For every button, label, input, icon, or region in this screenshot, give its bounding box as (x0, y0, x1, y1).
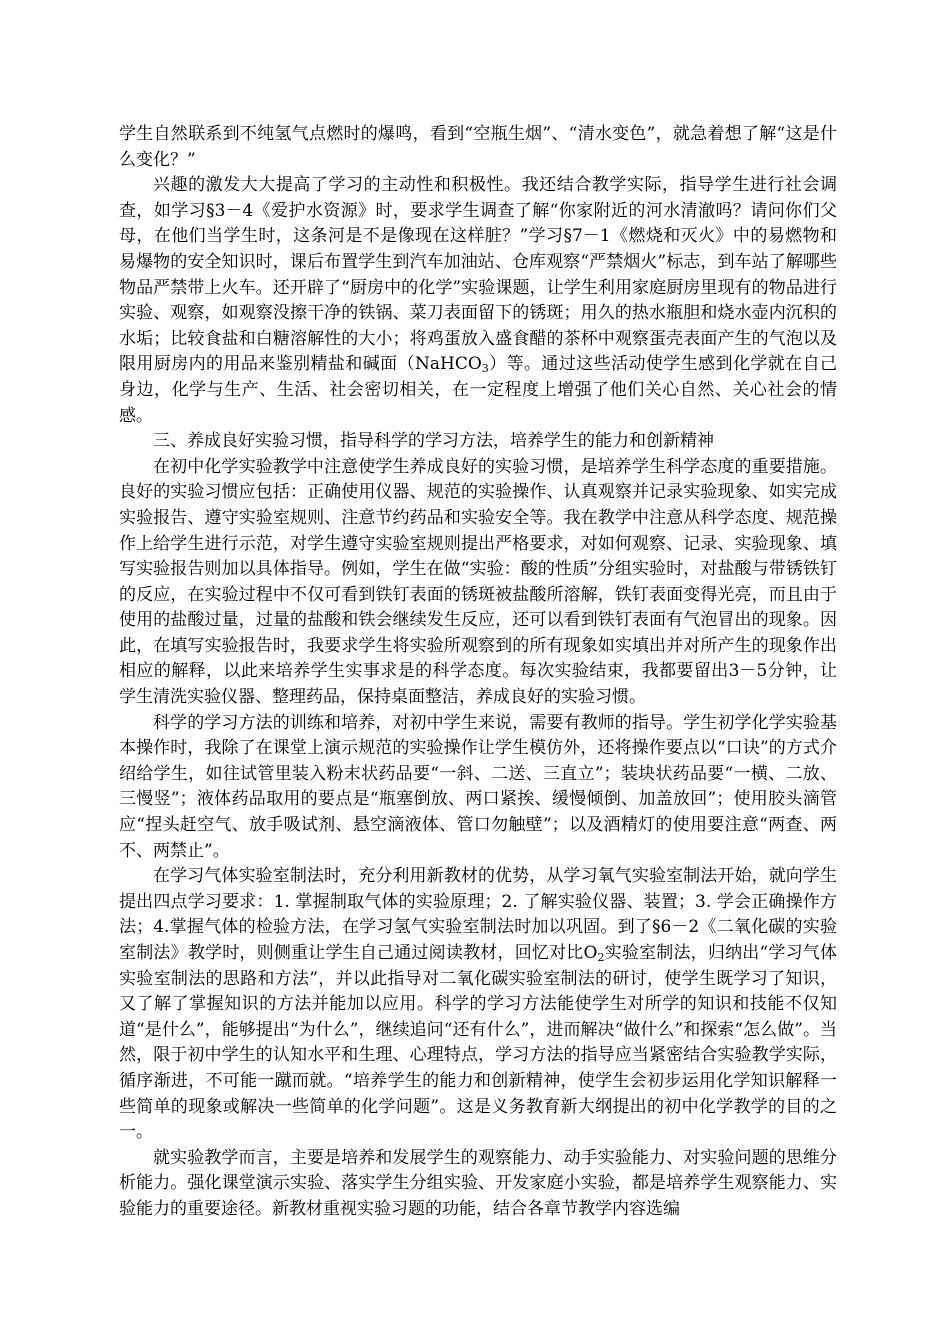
paragraph-4: 在初中化学实验教学中注意使学生养成良好的实验习惯，是培养学生科学态度的重要措施。良好的实验习惯应包括：正确使用仪器、规范的实验操作、认真观察并记录实验现象、如实完成实验报告、遵守实验室规则、注意节约药品和实验安全等。我在教学中注意从科学态度、规范操作上给学生进行示范，对学生遵守实验室规则提出严格要求，对如何观察、记录、实验现象、填写实验报告则加以具体指导。例如，学生在做“实验：酸的性质”分组实验时，对盐酸与带锈铁钉的反应，在实验过程中不仅可看到铁钉表面的锈斑被盐酸所溶解，铁钉表面变得光亮，而且由于使用的盐酸过量，过量的盐酸和铁会继续发生反应，还可以看到铁钉表面有气泡冒出的现象。因此，在填写实验报告时，我要求学生将实验所观察到的所有现象如实填出并对所产生的现象作出相应的解释，以此来培养学生实事求是的科学态度。每次实验结束，我都要留出3－5分钟，让学生清洗实验仪器、整理药品，保持桌面整洁，养成良好的实验习惯。 (119, 456, 837, 708)
paragraph-5: 科学的学习方法的训练和培养，对初中学生来说，需要有教师的指导。学生初学化学实验基本操作时，我除了在课堂上演示规范的实验操作让学生模仿外，还将操作要点以“口诀”的方式介绍给学生，如往试管里装入粉末状药品要“一斜、二送、三直立”；装块状药品要“一横、二放、三慢竖”；液体药品取用的要点是“瓶塞倒放、两口紧挨、缓慢倾倒、加盖放回”；使用胶头滴管应“捏头赶空气、放手吸试剂、悬空滴液体、管口勿触壁”；以及酒精灯的使用要注意“两查、两不、两禁止”。 (119, 712, 837, 861)
paragraph-6-subscript: 2 (597, 951, 605, 964)
document-page (119, 122, 837, 1223)
paragraph-2-subscript: 3 (481, 362, 489, 376)
paragraph-6-text-after: 实验室制法，归纳出“学习气体实验室制法的思路和方法”，并以此指导对二氧化碳实验室制法的研讨，使学生既学习了知识，又了解了掌握知识的方法并能加以应用。科学的学习方法能使学生对所学的知识和技能不仅知道“是什么”，能够提出“为什么”，继续追问“还有什么”，进而解决“做什么”和探索“怎么做”。当然，限于初中学生的认知水平和生理、心理特点，学习方法的指导应当紧密结合实验教学实际，循序渐进，不可能一蹴而就。“培养学生的能力和创新精神，使学生会初步运用化学知识解释一些简单的现象或解决一些简单的化学问题”。这是义务教育新大纲提出的初中化学教学的目的之一。 (119, 943, 837, 1143)
paragraph-6 (119, 864, 837, 1146)
section-heading: 三、养成良好实验习惯，指导科学的学习方法，培养学生的能力和创新精神 (153, 431, 714, 452)
paragraph-6-text-before: 在学习气体实验室制法时，充分利用新教材的优势，从学习氧气实验室制法开始，就向学生提出四点学习要求：1. 掌握制取气体的实验原理；2. 了解实验仪器、装置；3. 学会正确操作方法；4.掌握气体的检验方法，在学习氢气实验室制法时加以巩固。到了§6－2《二氧化碳的实验室制法》教学时，则侧重让学生自己通过阅读教材，回忆对比O (119, 866, 837, 963)
paragraph-2 (119, 173, 837, 429)
paragraph-7: 就实验教学而言，主要是培养和发展学生的观察能力、动手实验能力、对实验问题的思维分析能力。强化课堂演示实验、落实学生分组实验、开发家庭小实验，都是培养学生观察能力、实验能力的重要途径。新教材重视实验习题的功能，结合各章节教学内容选编 (119, 1147, 837, 1219)
paragraph-2-text-before: 兴趣的激发大大提高了学习的主动性和积极性。我还结合教学实际，指导学生进行社会调查，如学习§3－4《爱护水资源》时，要求学生调查了解“你家附近的河水清澈吗？请问你们父母，在他们当学生时，这条河是不是像现在这样脏？”学习§7－1《燃烧和灭火》中的易燃物和易爆物的安全知识时，课后布置学生到汽车加油站、仓库观察“严禁烟火”标志，到车站了解哪些物品严禁带上火车。还开辟了“厨房中的化学”实验课题，让学生利用家庭厨房里现有的物品进行实验、观察，如观察没擦干净的铁锅、菜刀表面留下的锈斑；用久的热水瓶胆和烧水壶内沉积的水垢；比较食盐和白糖溶解性的大小；将鸡蛋放入盛食醋的茶杯中观察蛋壳表面产生的气泡以及限用厨房内的用品来鉴别精盐和碱面（NaHCO (119, 175, 837, 375)
paragraph-1: 学生自然联系到不纯氢气点燃时的爆鸣，看到“空瓶生烟”、“清水变色”，就急着想了解“这是什么变化？” (119, 124, 837, 170)
paragraph-2-text-after: ）等。通过这些活动使学生感到化学就在自己身边，化学与生产、生活、社会密切相关，在一定程度上增强了他们关心自然、关心社会的情感。 (119, 354, 838, 426)
